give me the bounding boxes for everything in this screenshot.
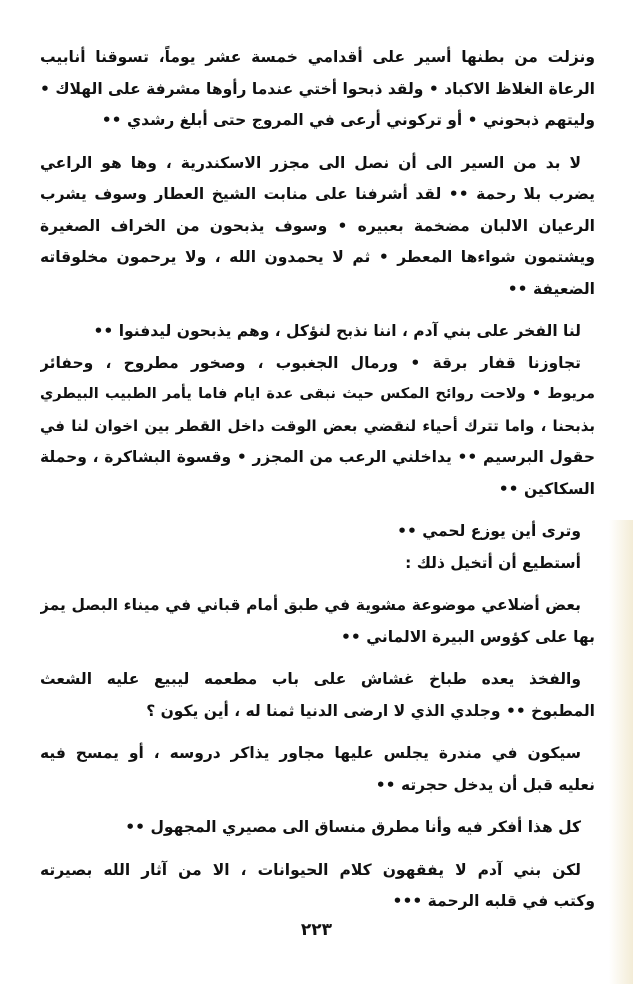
page-number: ٢٢٣ <box>300 920 333 940</box>
paragraph <box>40 812 595 844</box>
text-line: لكن بني آدم لا يفقهون كلام الحيوانات ، الا من آثار الله بصيرته <box>40 860 581 879</box>
body-text <box>40 42 595 929</box>
text-line: ونزلت من بطنها أسير على أقدامي خمسة عشر يوماً، تسوقنا أنابيب <box>40 48 595 66</box>
text-line: والفخذ يعده طباخ غشاش على باب مطعمه ليبيع عليه الشعث <box>40 670 581 688</box>
text-line: وليتهم ذبحوني • أو تركوني أرعى في المروج حتى أبلغ رشدي •• <box>101 111 595 129</box>
text-line: أستطيع أن أتخيل ذلك : <box>405 553 581 572</box>
text-line: الرعاة الغلاظ الاكباد • ولقد ذبحوا أختي عندما رأوها مشرفة على الهلاك • <box>40 79 595 98</box>
text-line: السكاكين •• <box>498 479 595 498</box>
paragraph <box>40 738 595 801</box>
text-line: المطبوخ •• وجلدي الذي لا ارضى الدنيا ثمنا له ، أين يكون ؟ <box>146 701 595 720</box>
text-line: مريوط • ولاحت روائح المكس حيث نبقى عدة ايام فاما يأمر الطبيب البيطري <box>40 386 595 402</box>
text-line: بعض أضلاعي موضوعة مشوية في طبق أمام قباني في ميناء البصل يمز <box>40 596 581 614</box>
paragraph <box>40 148 595 306</box>
paragraph <box>40 590 595 653</box>
paragraph <box>40 42 595 137</box>
text-line: كل هذا أفكر فيه وأنا مطرق منساق الى مصيري المجهول •• <box>125 818 581 836</box>
scan-shading <box>609 520 633 984</box>
text-line: وكتب في قلبه الرحمة ••• <box>392 892 595 910</box>
text-line: الرعيان الالبان مضخمة بعبيره • وسوف يذبحون من الخراف الصغيرة <box>40 216 595 235</box>
text-line: وترى أين يوزع لحمي •• <box>397 522 581 540</box>
text-line: لنا الفخر على بني آدم ، اننا نذبح لنؤكل ، وهم يذبحون ليدفنوا •• <box>93 322 581 340</box>
text-line: ويشتمون شواءها المعطر • ثم لا يحمدون الله ، ولا يرحمون مخلوقاته <box>40 248 595 266</box>
paragraph <box>40 664 595 727</box>
text-line: بذبحنا ، واما تترك أحياء لنقضي بعض الوقت داخل القطر بين اخوان لنا في <box>40 416 595 435</box>
text-line: بها على كؤوس البيرة الالماني •• <box>341 627 595 646</box>
text-line: نعليه قبل أن يدخل حجرته •• <box>375 775 595 794</box>
text-line: تجاوزنا قفار برقة • ورمال الجغبوب ، وصخور مطروح ، وحفائر <box>40 353 581 372</box>
paragraph <box>40 855 595 918</box>
text-line: حقول البرسيم •• يداخلني الرعب من المجزر • وقسوة البشاكرة ، وحملة <box>40 448 595 466</box>
text-line: يضرب بلا رحمة •• لقد أشرفنا على منابت الشيخ العطار وسوف يشرب <box>40 185 595 203</box>
paragraph <box>40 516 595 579</box>
paragraph <box>40 316 595 505</box>
text-line: لا بد من السير الى أن نصل الى مجزر الاسكندرية ، وها هو الراعي <box>40 153 581 172</box>
text-line: الضعيفة •• <box>507 279 595 298</box>
text-line: سيكون في مندرة يجلس عليها مجاور يذاكر دروسه ، أو يمسح فيه <box>40 744 581 762</box>
